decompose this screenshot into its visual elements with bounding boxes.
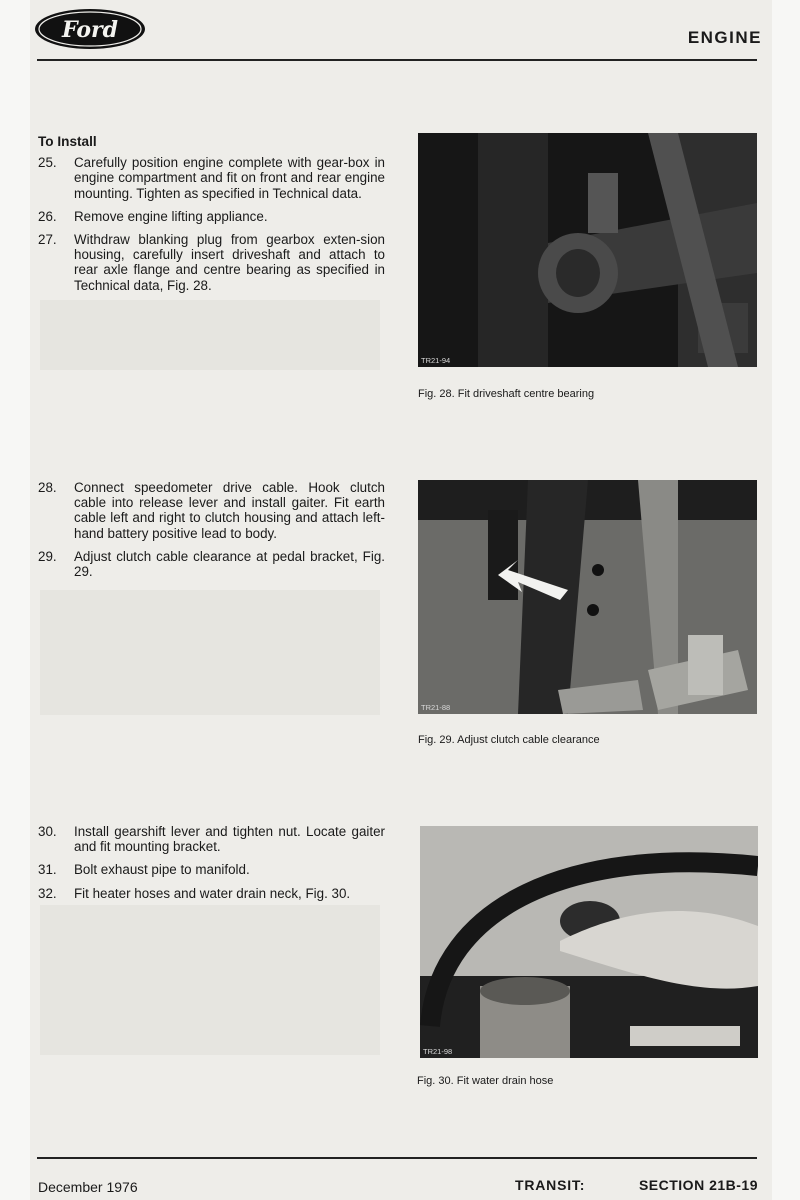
step-number: 32. xyxy=(38,885,57,901)
step-item xyxy=(38,886,385,901)
figure-29-photo xyxy=(418,480,757,714)
figure-28-photo xyxy=(418,133,757,367)
figure-code: TR21-98 xyxy=(423,1047,453,1056)
show-through-shadow xyxy=(40,300,380,370)
figure-28-caption: Fig. 28. Fit driveshaft centre bearing xyxy=(418,388,595,400)
figure-code: TR21-94 xyxy=(421,356,451,365)
page-margin-right xyxy=(772,0,800,1200)
step-text: Install gearshift lever and tighten nut. Locate gaiter and fit mounting bracket. xyxy=(74,824,385,855)
figure-29-caption: Fig. 29. Adjust clutch cable clearance xyxy=(418,734,600,746)
logo-text: Ford xyxy=(61,17,119,43)
step-text: Adjust clutch cable clearance at pedal bracket, Fig. 29. xyxy=(74,548,385,580)
install-steps-group-1 xyxy=(38,134,385,301)
step-number: 31. xyxy=(38,862,57,878)
footer-rule xyxy=(37,1157,757,1159)
step-item xyxy=(38,549,385,579)
footer-model: TRANSIT: xyxy=(515,1177,586,1193)
step-number: 28. xyxy=(38,480,57,495)
step-item xyxy=(38,232,385,293)
step-text: Carefully position engine complete with gear-box in engine compartment and fit on front and rear engine mounting. Tighten as specified in Technical data. xyxy=(74,155,385,201)
footer-section: SECTION 21B-19 xyxy=(638,1177,758,1193)
figure-30-photo xyxy=(420,826,758,1058)
step-number: 25. xyxy=(38,155,57,171)
footer-date: December 1976 xyxy=(38,1179,138,1195)
step-number: 29. xyxy=(38,548,57,564)
step-number: 26. xyxy=(38,208,57,224)
step-text: Fit heater hoses and water drain neck, Fig. 30. xyxy=(74,885,351,901)
step-number: 30. xyxy=(38,824,57,839)
page-margin-left xyxy=(0,0,30,1200)
ford-logo xyxy=(34,8,146,50)
step-text: Connect speedometer drive cable. Hook clutch cable into release lever and install gaiter. Fit earth cable left and right to clutch housing and attach left-hand battery positive lead to body. xyxy=(74,480,385,541)
show-through-shadow xyxy=(40,590,380,715)
header-rule xyxy=(37,59,757,61)
step-item xyxy=(38,480,385,541)
step-text: Withdraw blanking plug from gearbox exten-sion housing, carefully insert driveshaft and attach to rear axle flange and centre bearing as specified in Technical data, Fig. 28. xyxy=(74,232,385,293)
step-item xyxy=(38,155,385,201)
install-steps-group-2 xyxy=(38,480,385,587)
step-item xyxy=(38,862,385,877)
step-text: Bolt exhaust pipe to manifold. xyxy=(74,862,250,878)
section-title: ENGINE xyxy=(687,28,762,47)
step-text: Remove engine lifting appliance. xyxy=(74,208,268,224)
figure-30-caption: Fig. 30. Fit water drain hose xyxy=(417,1075,554,1087)
figure-code: TR21-88 xyxy=(421,703,451,712)
step-item xyxy=(38,209,385,224)
install-heading: To Install xyxy=(38,134,97,149)
step-item xyxy=(38,824,385,854)
install-steps-group-3 xyxy=(38,824,385,909)
show-through-shadow xyxy=(40,905,380,1055)
step-number: 27. xyxy=(38,232,57,248)
